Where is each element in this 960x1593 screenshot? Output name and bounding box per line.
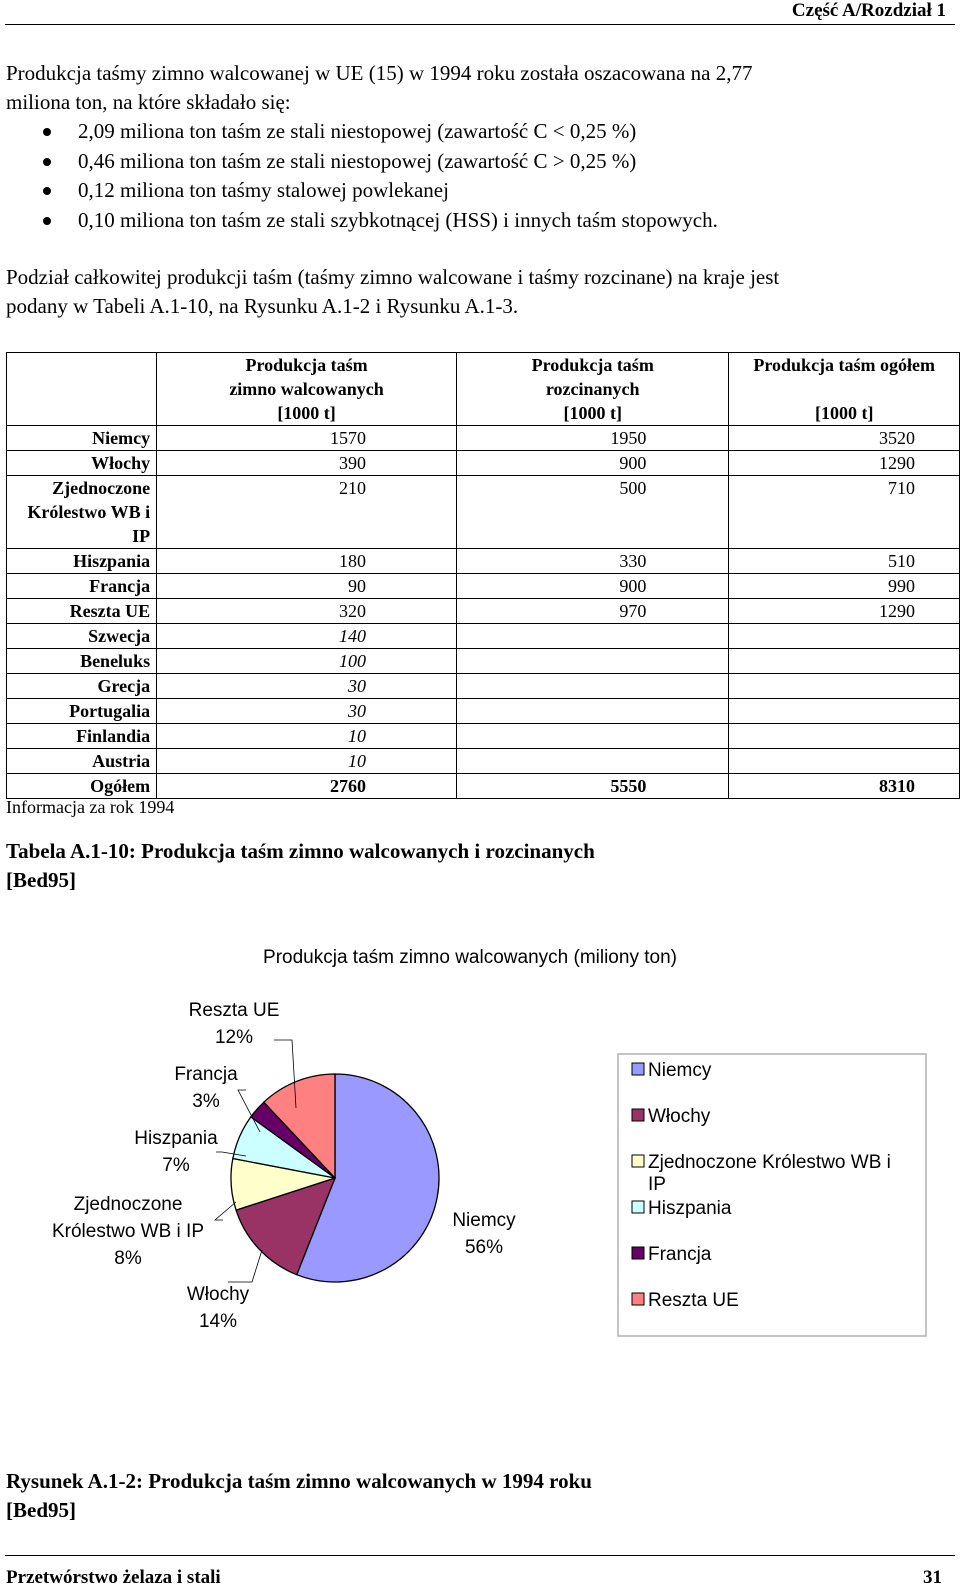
- cold-rolled-cell: 390: [157, 451, 457, 476]
- list-item: [6, 206, 718, 236]
- distribution-paragraph: [6, 263, 946, 321]
- table-row: [7, 674, 960, 699]
- cold-rolled-cell: 10: [157, 724, 457, 749]
- footer-rule: [5, 1555, 955, 1556]
- figure-caption-line-2: [Bed95]: [6, 1498, 76, 1522]
- legend-label: Reszta UE: [648, 1290, 739, 1311]
- slit-cell: 970: [457, 599, 729, 624]
- table-row: [7, 549, 960, 574]
- legend-swatch: [632, 1063, 644, 1075]
- cold-rolled-cell: 180: [157, 549, 457, 574]
- legend-swatch: [632, 1201, 644, 1213]
- country-cell: Portugalia: [7, 699, 157, 724]
- cold-rolled-cell: 1570: [157, 426, 457, 451]
- slit-cell: [457, 624, 729, 649]
- header-cold-rolled: [157, 353, 457, 426]
- total-cell: 1290: [729, 599, 960, 624]
- header-line: Produkcja taśm: [245, 355, 368, 375]
- legend-label: Niemcy: [648, 1060, 712, 1081]
- slice-label: Zjednoczone Królestwo WB i IP 8%: [51, 1194, 205, 1269]
- header-rule: [5, 24, 955, 25]
- country-cell: Reszta UE: [7, 599, 157, 624]
- country-cell: Grecja: [7, 674, 157, 699]
- slit-cell: [457, 749, 729, 774]
- pie-slices: [231, 1074, 439, 1282]
- table-caption: [6, 837, 595, 895]
- header-unit: [1000 t]: [563, 403, 622, 423]
- cold-rolled-cell: 210: [157, 476, 457, 549]
- list-item-text: 0,46 miliona ton taśm ze stali niestopowej (zawartość C > 0,25 %): [78, 148, 637, 173]
- country-cell: Beneluks: [7, 649, 157, 674]
- table-row: [7, 649, 960, 674]
- slice-label: Niemcy 56%: [452, 1210, 516, 1258]
- legend-label: Francja: [648, 1244, 712, 1265]
- cold-rolled-cell: 2760: [157, 774, 457, 799]
- slice-label: Hiszpania 7%: [134, 1128, 218, 1176]
- cold-rolled-cell: 320: [157, 599, 457, 624]
- intro-line-2: miliona ton, na które składało się:: [6, 90, 291, 114]
- list-item: [6, 176, 718, 206]
- country-cell: Francja: [7, 574, 157, 599]
- slit-cell: [457, 699, 729, 724]
- table-row: [7, 724, 960, 749]
- country-cell: Austria: [7, 749, 157, 774]
- header-slit: [457, 353, 729, 426]
- legend-swatch: [632, 1247, 644, 1259]
- table-row: [7, 699, 960, 724]
- total-cell: 510: [729, 549, 960, 574]
- slit-cell: [457, 724, 729, 749]
- country-cell: Włochy: [7, 451, 157, 476]
- footer-title: Przetwórstwo żelaza i stali: [6, 1567, 221, 1588]
- table-row: [7, 426, 960, 451]
- total-cell: 710: [729, 476, 960, 549]
- cold-rolled-cell: 90: [157, 574, 457, 599]
- total-cell: [729, 749, 960, 774]
- total-cell: [729, 624, 960, 649]
- table-total-row: [7, 774, 960, 799]
- pie-chart: [0, 930, 960, 1370]
- country-cell: Szwecja: [7, 624, 157, 649]
- country-cell: Finlandia: [7, 724, 157, 749]
- leader-line: [215, 1202, 236, 1220]
- total-cell: 1290: [729, 451, 960, 476]
- table-row: [7, 599, 960, 624]
- legend-swatch: [632, 1155, 644, 1167]
- list-item: [6, 117, 718, 147]
- country-cell: Ogółem: [7, 774, 157, 799]
- header-total: [729, 353, 960, 426]
- slit-cell: 5550: [457, 774, 729, 799]
- leader-line: [228, 1250, 262, 1282]
- slice-label: Francja 3%: [174, 1064, 238, 1112]
- running-header: Część A/Rozdział 1: [791, 0, 946, 21]
- table-caption-line-2: [Bed95]: [6, 868, 76, 892]
- table-row: [7, 451, 960, 476]
- cold-rolled-cell: 100: [157, 649, 457, 674]
- total-cell: [729, 724, 960, 749]
- slit-cell: [457, 649, 729, 674]
- composition-list: [6, 117, 718, 235]
- list-item-text: 0,12 miliona ton taśmy stalowej powlekanej: [78, 178, 449, 202]
- page-number: 31: [923, 1567, 942, 1588]
- slit-cell: 330: [457, 549, 729, 574]
- bullet-icon: [43, 217, 51, 225]
- figure-caption: [6, 1467, 592, 1525]
- total-cell: [729, 699, 960, 724]
- bullet-icon: [43, 187, 51, 195]
- header-unit: [1000 t]: [277, 403, 336, 423]
- header-line: rozcinanych: [545, 379, 640, 399]
- total-cell: [729, 674, 960, 699]
- legend-label: Hiszpania: [648, 1198, 732, 1219]
- bullet-icon: [43, 128, 51, 136]
- header-line: zimno walcowanych: [229, 379, 384, 399]
- legend-label: Włochy: [648, 1106, 711, 1127]
- slice-label: Włochy 14%: [186, 1284, 250, 1332]
- figure-caption-line-1: Rysunek A.1-2: Produkcja taśm zimno walcowanych w 1994 roku: [6, 1469, 592, 1493]
- table-row: [7, 624, 960, 649]
- table-row: [7, 749, 960, 774]
- cold-rolled-cell: 140: [157, 624, 457, 649]
- country-cell: Zjednoczone Królestwo WB i IP: [7, 476, 157, 549]
- distribution-line-2: podany w Tabeli A.1-10, na Rysunku A.1-2 i Rysunku A.1-3.: [6, 294, 519, 318]
- legend-swatch: [632, 1293, 644, 1305]
- header-line: Produkcja taśm ogółem: [753, 355, 936, 375]
- table-source-note: Informacja za rok 1994: [6, 797, 175, 817]
- country-cell: Niemcy: [7, 426, 157, 451]
- header-unit: [1000 t]: [814, 403, 874, 423]
- slit-cell: 900: [457, 451, 729, 476]
- distribution-line-1: Podział całkowitej produkcji taśm (taśmy zimno walcowane i taśmy rozcinane) na kraje jest: [6, 265, 780, 289]
- table-caption-line-1: Tabela A.1-10: Produkcja taśm zimno walcowanych i rozcinanych: [6, 839, 595, 863]
- slit-cell: [457, 674, 729, 699]
- bullet-icon: [43, 158, 51, 166]
- legend-swatch: [632, 1109, 644, 1121]
- slice-label: Reszta UE 12%: [188, 1000, 280, 1048]
- total-cell: 990: [729, 574, 960, 599]
- header-empty-cell: [7, 353, 157, 426]
- table-header-row: [7, 353, 960, 426]
- total-cell: [729, 649, 960, 674]
- slit-cell: 900: [457, 574, 729, 599]
- intro-paragraph: [6, 59, 946, 117]
- production-table: [6, 352, 960, 799]
- list-item-text: 0,10 miliona ton taśm ze stali szybkotnącej (HSS) i innych taśm stopowych.: [78, 207, 718, 232]
- intro-line-1: Produkcja taśmy zimno walcowanej w UE (15) w 1994 roku została oszacowana na 2,77: [6, 61, 753, 85]
- header-line: [733, 377, 955, 401]
- country-cell: Hiszpania: [7, 549, 157, 574]
- header-line: Produkcja taśm: [531, 355, 654, 375]
- slit-cell: 1950: [457, 426, 729, 451]
- total-cell: 8310: [729, 774, 960, 799]
- total-cell: 3520: [729, 426, 960, 451]
- table-row: [7, 574, 960, 599]
- legend-label: Zjednoczone Królestwo WB i IP: [648, 1152, 891, 1195]
- list-item-text: 2,09 miliona ton taśm ze stali niestopowej (zawartość C < 0,25 %): [78, 119, 637, 143]
- cold-rolled-cell: 30: [157, 674, 457, 699]
- table-row: [7, 476, 960, 549]
- cold-rolled-cell: 30: [157, 699, 457, 724]
- cold-rolled-cell: 10: [157, 749, 457, 774]
- chart-title: Produkcja taśm zimno walcowanych (miliony ton): [263, 947, 677, 968]
- slit-cell: 500: [457, 476, 729, 549]
- list-item: [6, 147, 718, 177]
